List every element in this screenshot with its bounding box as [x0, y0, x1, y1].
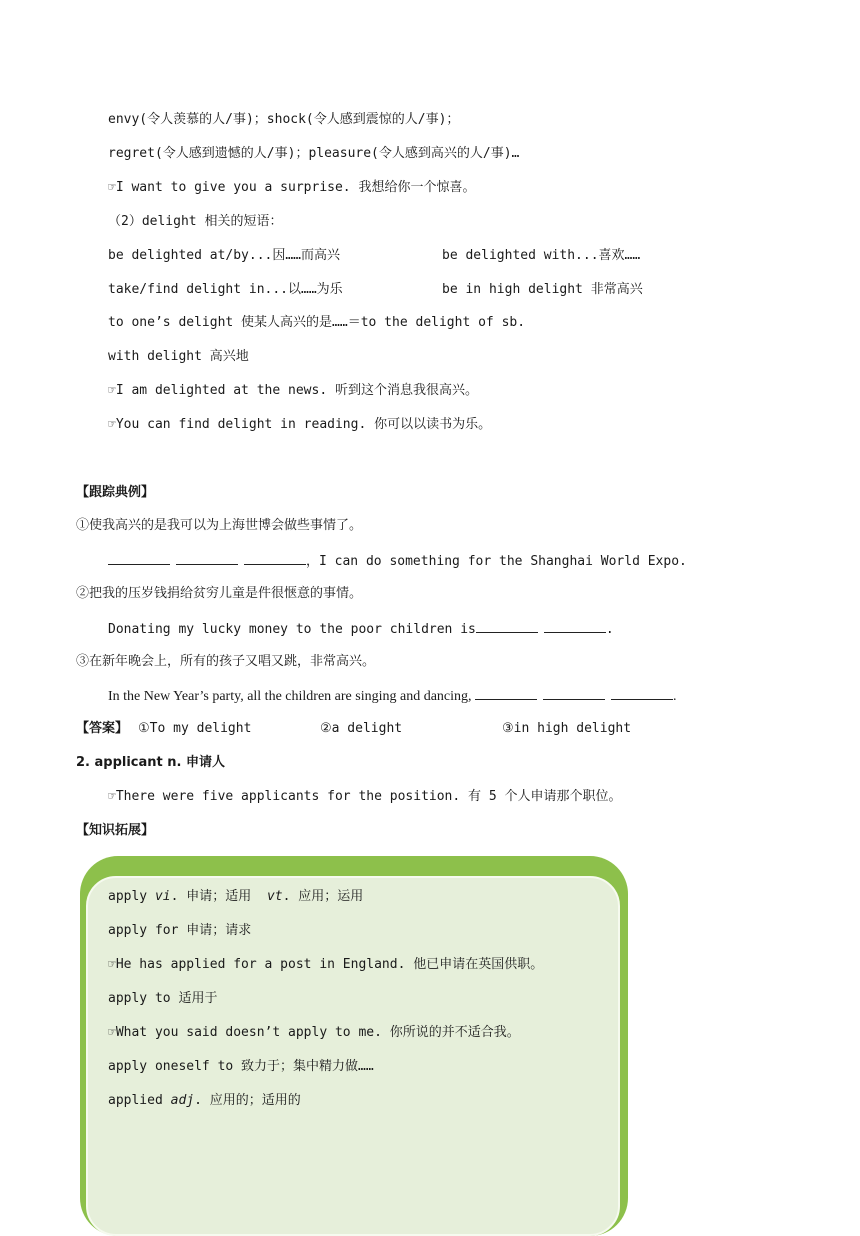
line-text: ☞He has applied for a post in England. 他已申请在英国供职。	[108, 957, 544, 972]
line-text: ☞You can find delight in reading. 你可以以读书为乐。	[108, 417, 492, 432]
question-text: ②把我的压岁钱捐给贫穷儿童是件很惬意的事情。	[76, 586, 363, 601]
entry-title-text: 2. applicant n. 申请人	[76, 755, 225, 770]
question-text: In the New Year’s party, all the children are singing and dancing,	[108, 689, 472, 704]
line-text: apply oneself to 致力于；集中精力做……	[108, 1059, 374, 1074]
word: applied	[108, 1093, 171, 1108]
subheading	[108, 213, 282, 231]
phrase	[442, 247, 640, 265]
line-text: be delighted with...喜欢……	[442, 248, 641, 263]
line-text: take/find delight in...以……为乐	[108, 282, 343, 297]
heading-text: 【跟踪典例】	[76, 485, 155, 500]
answer-blank[interactable]	[544, 619, 606, 633]
line-text: ☞There were five applicants for the position. 有 5 个人申请那个职位。	[108, 789, 622, 804]
extension-line	[108, 990, 217, 1008]
section-heading	[76, 484, 154, 502]
part-of-speech: vt	[266, 889, 283, 904]
question-text: Donating my lucky money to the poor children is	[108, 622, 476, 637]
answer-line	[76, 720, 128, 738]
answer-text: ③in high delight	[502, 721, 632, 736]
text-line	[108, 145, 519, 163]
phrase	[442, 281, 643, 299]
answer-label: 【答案】	[76, 721, 129, 736]
period: .	[605, 622, 614, 637]
answer-blank[interactable]	[244, 551, 306, 565]
answer-text: ①To my delight	[138, 721, 252, 736]
line-text: to one’s delight 使某人高兴的是……＝to the delight of sb.	[108, 315, 526, 330]
answer-blank[interactable]	[543, 686, 605, 700]
line-text: envy(令人羡慕的人/事)；shock(令人感到震惊的人/事)；	[108, 112, 460, 127]
answer-item	[320, 720, 402, 738]
extension-line	[108, 1058, 374, 1076]
line-text: be delighted at/by...因……而高兴	[108, 248, 341, 263]
line-text: （2）delight 相关的短语：	[108, 214, 283, 229]
question-text: ③在新年晚会上，所有的孩子又唱又跳，非常高兴。	[76, 654, 376, 669]
example-sentence	[108, 416, 491, 434]
line-text: with delight 高兴地	[108, 349, 249, 364]
line-text: regret(令人感到遗憾的人/事)；pleasure(令人感到高兴的人/事)…	[108, 146, 520, 161]
part-of-speech: vi	[154, 889, 171, 904]
example-sentence	[108, 788, 622, 806]
question-text: ①使我高兴的是我可以为上海世博会做些事情了。	[76, 518, 363, 533]
line-text: apply for 申请；请求	[108, 923, 252, 938]
answer-blank[interactable]	[176, 551, 238, 565]
line-text: ☞I am delighted at the news. 听到这个消息我很高兴。	[108, 383, 478, 398]
answer-blank[interactable]	[108, 551, 170, 565]
question-text: ，I can do something for the Shanghai World Expo.	[306, 554, 687, 569]
answer-item	[502, 720, 631, 738]
question	[76, 585, 362, 603]
extension-line	[108, 1092, 301, 1110]
line-text: ☞What you said doesn’t apply to me. 你所说的并不适合我。	[108, 1025, 520, 1040]
answer-text: ②a delight	[320, 721, 403, 736]
extension-line	[108, 888, 363, 906]
phrase	[108, 281, 343, 299]
example-sentence	[108, 382, 478, 400]
heading-text: 【知识拓展】	[76, 823, 155, 838]
phrase	[108, 247, 340, 265]
question	[76, 517, 362, 535]
extension-line	[108, 922, 251, 940]
entry-title	[76, 754, 225, 772]
question	[76, 653, 375, 671]
answer-item	[138, 720, 251, 738]
example-sentence	[108, 179, 475, 197]
question-english	[108, 619, 614, 639]
answer-blank[interactable]	[475, 686, 537, 700]
answer-blank[interactable]	[476, 619, 538, 633]
definition: . 申请；适用	[170, 889, 267, 904]
line-text: apply to 适用于	[108, 991, 218, 1006]
definition: . 应用；运用	[282, 889, 364, 904]
question-english	[108, 551, 687, 571]
word: apply	[108, 889, 155, 904]
question-english	[108, 686, 677, 706]
definition: . 应用的；适用的	[194, 1093, 301, 1108]
extension-line	[108, 1024, 520, 1042]
line-text: ☞I want to give you a surprise. 我想给你一个惊喜。	[108, 180, 476, 195]
part-of-speech: adj	[170, 1093, 195, 1108]
extension-line	[108, 956, 543, 974]
line-text: be in high delight 非常高兴	[442, 282, 643, 297]
period: .	[673, 689, 677, 704]
answer-blank[interactable]	[611, 686, 673, 700]
phrase	[108, 314, 525, 332]
text-line	[108, 111, 459, 129]
section-heading	[76, 822, 154, 840]
phrase	[108, 348, 249, 366]
